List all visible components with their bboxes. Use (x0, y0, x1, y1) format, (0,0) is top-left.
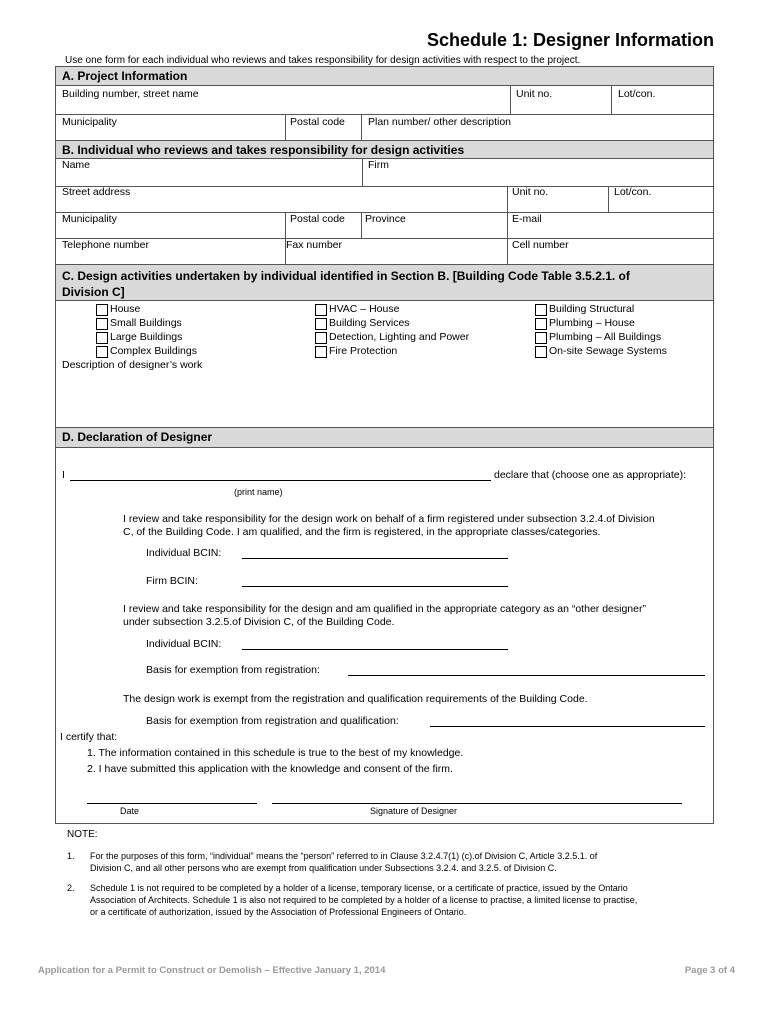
checkbox-onsite-sewage[interactable] (535, 346, 547, 358)
signature-caption: Signature of Designer (370, 806, 458, 816)
section-a-heading: A. Project Information (56, 67, 713, 86)
province-field[interactable]: Province (365, 213, 406, 225)
checkbox-building-structural[interactable] (535, 304, 547, 316)
activity-building-structural-label: Building Structural (549, 303, 635, 315)
note-1-line1: For the purposes of this form, “individual” means the “person” referred to in Clause 3.2.4.7(1) (c).of Division C, Article 3.2.5.1. of (90, 851, 598, 861)
checkbox-building-services[interactable] (315, 318, 327, 330)
firm-bcin-label: Firm BCIN: (146, 575, 198, 587)
footer-page-number: Page 3 of 4 (684, 965, 735, 976)
declaration-i-label: I (62, 469, 65, 481)
page-title: Schedule 1: Designer Information (426, 30, 714, 50)
activity-hvac-house-label: HVAC – House (329, 303, 400, 315)
section-b-heading: B. Individual who reviews and takes responsibility for design activities (56, 140, 713, 159)
individual-bcin2-label: Individual BCIN: (146, 638, 222, 650)
checkbox-house[interactable] (96, 304, 108, 316)
option2-line1[interactable]: I review and take responsibility for the design and am qualified in the appropriate category as an “other designer” (123, 603, 646, 615)
activity-building-services-label: Building Services (329, 317, 410, 329)
telephone-field[interactable]: Telephone number (62, 239, 149, 251)
postal-code-field-b[interactable]: Postal code (290, 213, 345, 225)
section-c-heading (56, 264, 713, 301)
certify-heading: I certify that: (60, 731, 118, 743)
plan-number-field[interactable]: Plan number/ other description (368, 116, 511, 128)
option3-text[interactable]: The design work is exempt from the registration and qualification requirements of the Building Code. (123, 693, 588, 705)
individual-bcin-input[interactable] (242, 558, 508, 559)
option2-line2: under subsection 3.2.5.of Division C, of the Building Code. (123, 616, 395, 628)
lot-con-field-a[interactable]: Lot/con. (618, 88, 656, 100)
note-1-number: 1. (67, 851, 75, 861)
activity-detection-lighting-power-label: Detection, Lighting and Power (329, 331, 470, 343)
activity-small-buildings-label: Small Buildings (110, 317, 182, 329)
firm-field[interactable]: Firm (368, 159, 389, 171)
postal-code-field-a[interactable]: Postal code (290, 116, 345, 128)
activity-large-buildings-label: Large Buildings (110, 331, 183, 343)
checkbox-plumbing-all-buildings[interactable] (535, 332, 547, 344)
note-heading: NOTE: (67, 829, 98, 840)
section-c-heading-line1: C. Design activities undertaken by individual identified in Section B. [Building Code Table 3.5.2.1. of (62, 269, 630, 283)
activity-complex-buildings-label: Complex Buildings (110, 345, 197, 357)
checkbox-hvac-house[interactable] (315, 304, 327, 316)
fax-field[interactable]: Fax number (286, 239, 343, 251)
instruction-text: Use one form for each individual who reviews and takes responsibility for design activities with respect to the project. (65, 55, 581, 66)
option1-line2: C, of the Building Code. I am qualified, and the firm is registered, in the appropriate classes/categories. (123, 526, 601, 538)
note-2-line1: Schedule 1 is not required to be completed by a holder of a license, temporary license, or a certificate of practice, issued by the Ontario (90, 883, 628, 893)
street-address-field[interactable]: Street address (62, 186, 131, 198)
print-name-caption: (print name) (234, 487, 283, 497)
checkbox-complex-buildings[interactable] (96, 346, 108, 358)
checkbox-plumbing-house[interactable] (535, 318, 547, 330)
activity-plumbing-all-buildings-label: Plumbing – All Buildings (549, 331, 662, 343)
basis-exemption-label: Basis for exemption from registration: (146, 664, 320, 676)
certify-item-1: 1. The information contained in this schedule is true to the best of my knowledge. (87, 747, 464, 759)
footer-form-title: Application for a Permit to Construct or Demolish – Effective January 1, 2014 (38, 965, 386, 976)
note-2-line2: Association of Architects. Schedule 1 is also not required to be completed by a holder of a license to practise, a limited license to practise, (90, 895, 638, 905)
date-input[interactable] (87, 803, 257, 804)
unit-no-field-a[interactable]: Unit no. (516, 88, 553, 100)
option1-line1[interactable]: I review and take responsibility for the design work on behalf of a firm registered under subsection 3.2.4.of Division (123, 513, 655, 525)
checkbox-fire-protection[interactable] (315, 346, 327, 358)
cell-field[interactable]: Cell number (512, 239, 569, 251)
lot-con-field-b[interactable]: Lot/con. (614, 186, 652, 198)
activity-onsite-sewage-label: On-site Sewage Systems (549, 345, 667, 357)
note-1-line2: Division C, and all other persons who are exempt from qualification under Subsections 3.2.4. and 3.2.5. of Division C. (90, 863, 557, 873)
note-2-line3: or a certificate of authorization, issued by the Association of Professional Engineers of Ontario. (90, 907, 467, 917)
basis-exemption-qual-label: Basis for exemption from registration and qualification: (146, 715, 399, 727)
declare-text: declare that (choose one as appropriate): (494, 469, 687, 481)
date-caption: Date (120, 806, 140, 816)
firm-bcin-input[interactable] (242, 586, 508, 587)
checkbox-large-buildings[interactable] (96, 332, 108, 344)
basis-exemption-input[interactable] (348, 675, 705, 676)
name-field[interactable]: Name (62, 159, 91, 171)
individual-bcin2-input[interactable] (242, 649, 508, 650)
designer-work-description-field[interactable]: Description of designer’s work (62, 359, 203, 371)
individual-bcin-label: Individual BCIN: (146, 547, 222, 559)
designer-form (55, 66, 714, 824)
municipality-field-a[interactable]: Municipality (62, 116, 117, 128)
checkbox-small-buildings[interactable] (96, 318, 108, 330)
certify-item-2: 2. I have submitted this application with the knowledge and consent of the firm. (87, 763, 453, 775)
basis-exemption-qual-input[interactable] (430, 726, 705, 727)
section-d-heading: D. Declaration of Designer (56, 427, 713, 448)
activity-plumbing-house-label: Plumbing – House (549, 317, 635, 329)
email-field[interactable]: E-mail (512, 213, 542, 225)
print-name-input[interactable] (70, 480, 491, 481)
activity-fire-protection-label: Fire Protection (329, 345, 398, 357)
section-c-heading-line2: Division C] (62, 285, 125, 299)
building-number-field[interactable]: Building number, street name (62, 88, 199, 100)
unit-no-field-b[interactable]: Unit no. (512, 186, 549, 198)
signature-input[interactable] (272, 803, 682, 804)
municipality-field-b[interactable]: Municipality (62, 213, 117, 225)
checkbox-detection-lighting-power[interactable] (315, 332, 327, 344)
activity-house-label: House (110, 303, 141, 315)
note-2-number: 2. (67, 883, 75, 893)
